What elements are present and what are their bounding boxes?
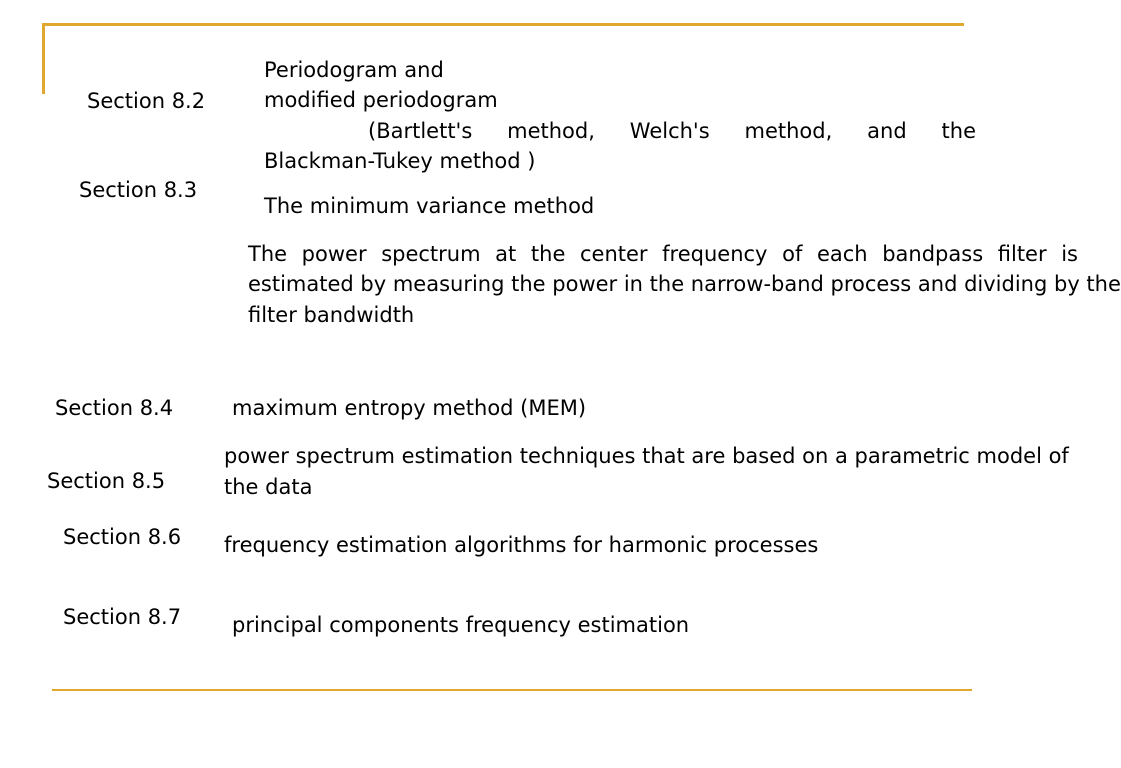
section-label-8-4: Section 8.4 [55, 396, 174, 420]
section-desc-line: power spectrum estimation techniques that are based on a parametric model of [224, 444, 1069, 468]
section-desc-line: (Bartlett's method, Welch's method, and the [368, 119, 976, 143]
section-desc-line: The minimum variance method [264, 194, 595, 218]
detail-line: The power spectrum at the center frequency of each bandpass filter is [248, 242, 1078, 266]
section-desc-line: frequency estimation algorithms for harmonic processes [224, 533, 819, 557]
section-desc-line: Blackman-Tukey method ) [264, 149, 536, 173]
section-desc-line: the data [224, 475, 313, 499]
section-label-8-6: Section 8.6 [63, 525, 182, 549]
section-label-8-7: Section 8.7 [63, 605, 182, 629]
detail-line: estimated by measuring the power in the narrow-band process and dividing by the [248, 272, 1121, 296]
left-rule [42, 23, 45, 94]
section-label-8-5: Section 8.5 [47, 469, 166, 493]
detail-line: filter bandwidth [248, 303, 415, 327]
section-desc-line: maximum entropy method (MEM) [232, 396, 587, 420]
section-desc-line: modified periodogram [264, 88, 498, 112]
section-8-3-detail [248, 239, 1121, 331]
section-label-8-3: Section 8.3 [79, 178, 198, 202]
section-8-5-desc [224, 441, 1069, 503]
section-desc-line: Periodogram and [264, 58, 444, 82]
bottom-rule [52, 689, 972, 691]
section-label-8-2: Section 8.2 [87, 89, 206, 113]
section-desc-line: principal components frequency estimation [232, 613, 690, 637]
top-rule [42, 23, 964, 26]
